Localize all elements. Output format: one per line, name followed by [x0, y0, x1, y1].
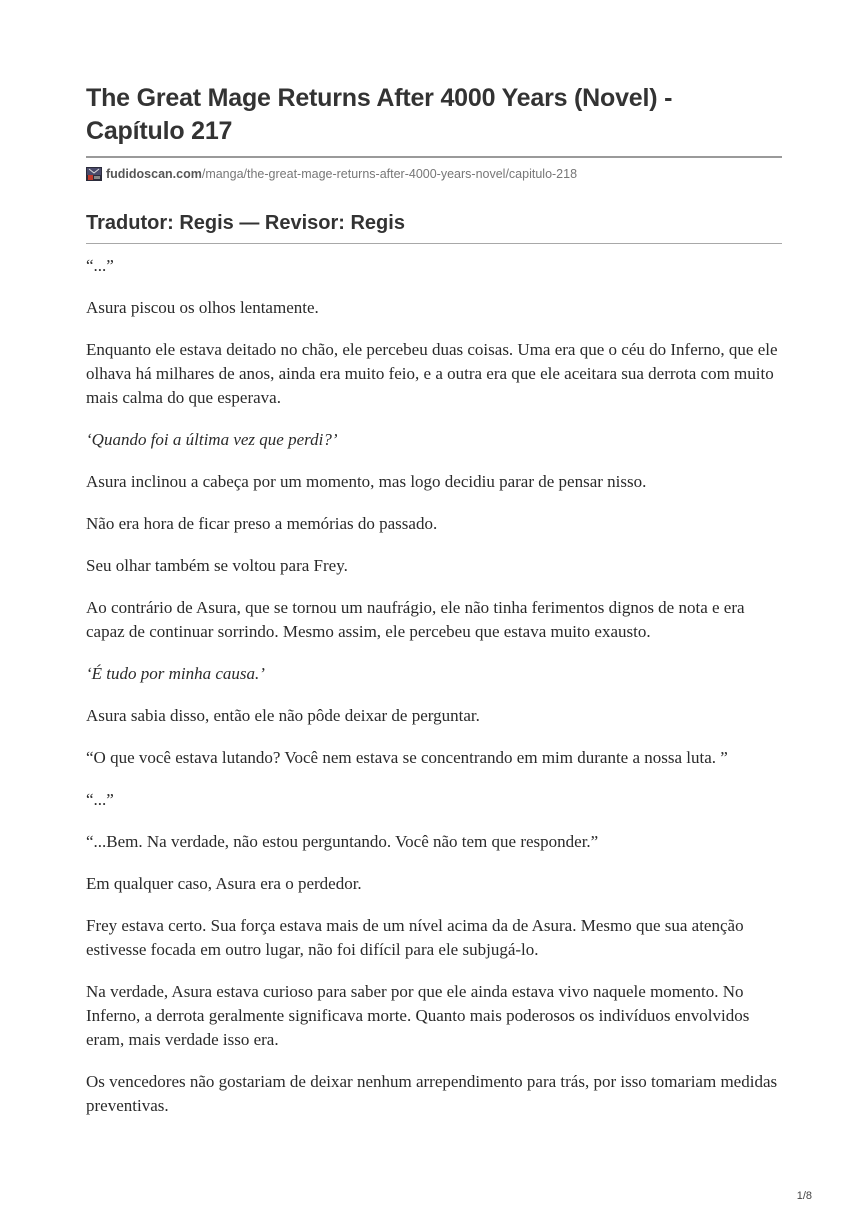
paragraph: Asura piscou os olhos lentamente. — [86, 298, 319, 317]
paragraph: Frey estava certo. Sua força estava mais de um nível acima da de Asura. Mesmo que sua atenção estivesse focada em outro lugar, não foi difícil para ele subjugá-lo. — [86, 916, 744, 959]
document-page — [86, 82, 782, 1136]
paragraph: Seu olhar também se voltou para Frey. — [86, 556, 348, 575]
source-domain[interactable]: fudidoscan.com — [106, 167, 202, 181]
paragraph: Asura inclinou a cabeça por um momento, mas logo decidiu parar de pensar nisso. — [86, 472, 647, 491]
paragraph: Enquanto ele estava deitado no chão, ele percebeu duas coisas. Uma era que o céu do Inferno, que ele olhava há milhares de anos, ainda era muito feio, e a outra era que ele aceitara sua derrota com muito mais calma do que esperava. — [86, 340, 778, 407]
paragraph: “...Bem. Na verdade, não estou perguntando. Você não tem que responder.” — [86, 832, 599, 851]
paragraph: “...” — [86, 256, 114, 275]
paragraph: Asura sabia disso, então ele não pôde deixar de perguntar. — [86, 706, 480, 725]
source-path[interactable]: /manga/the-great-mage-returns-after-4000-years-novel/capitulo-218 — [201, 167, 578, 181]
document-title — [86, 82, 782, 148]
credits-heading: Tradutor: Regis — Revisor: Regis — [86, 212, 405, 234]
paragraph: Não era hora de ficar preso a memórias do passado. — [86, 514, 438, 533]
site-favicon-icon — [86, 167, 102, 181]
paragraph: ‘Quando foi a última vez que perdi?’ — [86, 430, 338, 449]
heading-divider — [86, 243, 782, 244]
chapter-body — [86, 254, 782, 1118]
paragraph: Na verdade, Asura estava curioso para saber por que ele ainda estava vivo naquele momento. No Inferno, a derrota geralmente significava morte. Quanto mais poderosos os indivíduos envolvidos eram, mais verdade isso era. — [86, 982, 750, 1049]
paragraph: Ao contrário de Asura, que se tornou um naufrágio, ele não tinha ferimentos dignos de nota e era capaz de continuar sorrindo. Mesmo assim, ele percebeu que estava muito exausto. — [86, 598, 745, 641]
paragraph: “O que você estava lutando? Você nem estava se concentrando em mim durante a nossa luta. ” — [86, 748, 728, 767]
title-line-2: Capítulo 217 — [86, 117, 233, 145]
title-divider — [86, 156, 782, 158]
title-line-1: The Great Mage Returns After 4000 Years (Novel) - — [86, 84, 673, 112]
paragraph: “...” — [86, 790, 114, 809]
paragraph: Os vencedores não gostariam de deixar nenhum arrependimento para trás, por isso tomariam medidas preventivas. — [86, 1072, 778, 1115]
source-link[interactable] — [86, 164, 782, 184]
page-indicator: 1/8 — [796, 1190, 812, 1202]
paragraph: ‘É tudo por minha causa.’ — [86, 664, 265, 683]
paragraph: Em qualquer caso, Asura era o perdedor. — [86, 874, 362, 893]
